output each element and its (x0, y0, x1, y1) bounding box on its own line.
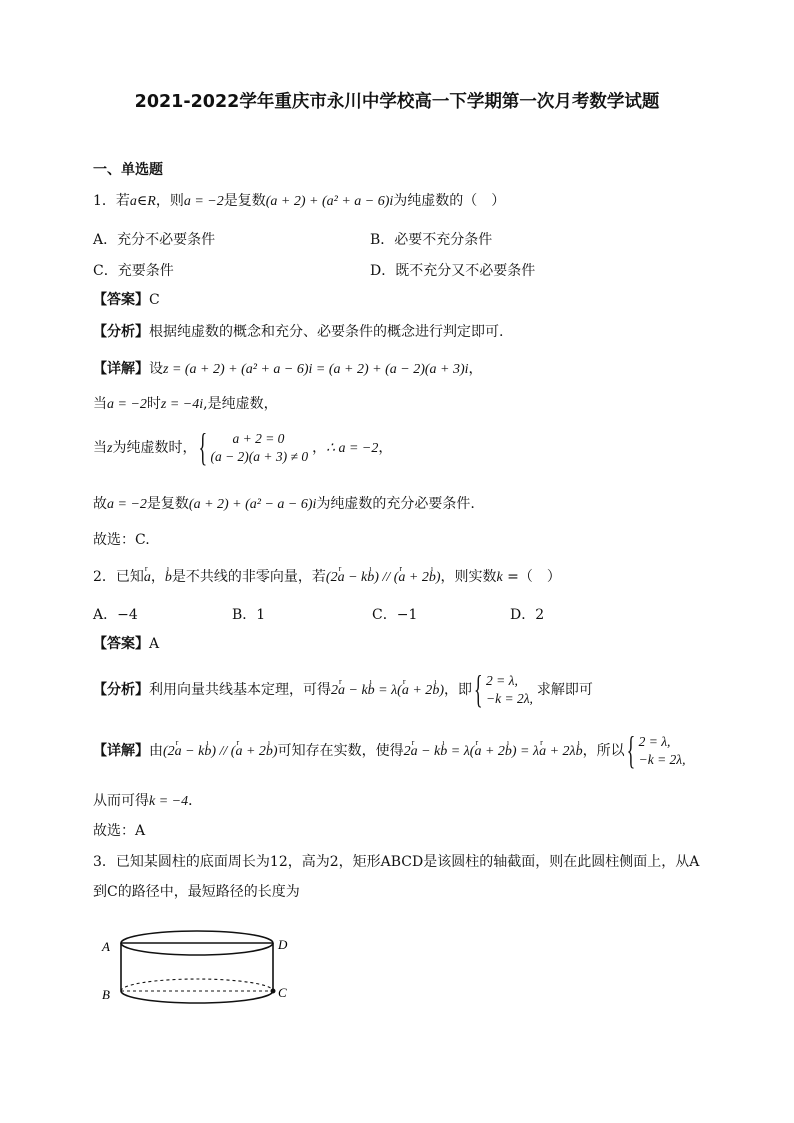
cylinder-bottom-back (121, 979, 273, 991)
detail-expr: z = (a + 2) + (a² + a − 6)i = (a + 2) + (a − 2)(a + 3)i (163, 362, 469, 377)
system-row: −k = 2λ, (485, 691, 533, 706)
q1-option-c: C．充要条件 (93, 263, 174, 279)
q2-stem-text: 是不共线的非零向量，若 (171, 569, 326, 585)
detail-expr: z (107, 441, 113, 456)
q1-analysis (93, 322, 503, 342)
q3-stem-line1: 3．已知某圆柱的底面周长为12，高为2，矩形ABCD是该圆柱的轴截面，则在此圆柱侧面上，从A (93, 854, 700, 870)
q1-equation-system (200, 430, 308, 466)
detail-expr: a = −2 (107, 397, 147, 412)
q2-stem-text: =（ ） (502, 569, 561, 585)
detail-text: ． (188, 793, 203, 809)
detail-text: 由 (149, 743, 163, 759)
detail-text: 为纯虚数时， (112, 440, 197, 456)
q2-k: k (496, 570, 503, 585)
q2-detail-line2 (93, 791, 202, 812)
q1-option-a: A．充分不必要条件 (93, 232, 216, 248)
q2-choose: 故选：A (93, 823, 146, 839)
answer-value: C (149, 292, 160, 308)
detail-expr: z = −4i (160, 397, 204, 412)
detail-text: ,是纯虚数， (203, 396, 278, 412)
system-row: { 2 = λ, (638, 734, 671, 749)
q3-stem-line2: 到C的路径中，最短路径的长度为 (93, 884, 300, 900)
detail-text: 时 (146, 396, 161, 412)
q1-complex-expr: (a + 2) + (a² + a − 6)i (265, 194, 394, 209)
detail-text: ， (378, 440, 393, 456)
q1-stem (93, 191, 505, 212)
label-a: A (102, 939, 110, 954)
q1-detail-line1 (93, 359, 483, 380)
q1-detail-line4 (93, 494, 475, 515)
q1-condition: a∈R (129, 194, 156, 209)
cylinder-figure (100, 925, 300, 1035)
detail-text: 设 (149, 361, 163, 377)
system-row: { a + 2 = 0 (232, 431, 285, 446)
q2-answer (93, 634, 159, 654)
q1-stem-text: ，则 (155, 193, 184, 209)
cylinder-bottom-front (121, 991, 273, 1003)
detail-text: 当 (93, 440, 107, 456)
system-row: { 2 = λ, (485, 673, 518, 688)
q2-stem-text: 2．已知 (93, 569, 144, 585)
q1-equation: a = −2 (183, 194, 224, 209)
q2-stem-text: ，则实数 (440, 569, 497, 585)
detail-text: 是复数 (146, 496, 189, 512)
detail-expr: (a + 2) + (a² − a − 6)i (188, 497, 317, 512)
system-row: −k = 2λ, (638, 752, 686, 767)
q2-option-c: C．−1 (372, 607, 418, 623)
detail-text: 当 (93, 396, 107, 412)
answer-tag: 【答案】 (93, 636, 149, 652)
detail-text: ，所以 (582, 743, 625, 759)
q2-option-b: B．1 (232, 607, 266, 623)
q2-analysis-system (476, 672, 533, 708)
q1-detail-line3 (93, 430, 392, 466)
q1-stem-text: 1．若 (93, 193, 130, 209)
answer-value: A (149, 636, 160, 652)
label-b: B (102, 987, 110, 1002)
q2-analysis (93, 672, 593, 708)
system-row: (a − 2)(a + 3) ≠ 0 (210, 449, 309, 464)
detail-expr: ∴ a = −2 (326, 441, 379, 456)
q2-parallel-expr: (2r a − kı b) // (r a + 2ı b) (326, 570, 441, 585)
label-d: D (278, 937, 288, 952)
detail-tag: 【详解】 (93, 743, 149, 759)
q2-stem-text: ， (150, 569, 165, 585)
analysis-tag: 【分析】 (93, 324, 149, 340)
q2-option-a: A．−4 (93, 607, 138, 623)
q1-answer (93, 290, 160, 310)
q2-detail-expr: 2r a − kı b = λ(r a + 2ı b) = λr a + 2λı b (404, 744, 583, 759)
detail-text: 从而可得 (93, 793, 149, 809)
q2-detail-system (629, 733, 686, 769)
vector-b: ı b (165, 568, 172, 588)
analysis-text: 利用向量共线基本定理，可得 (149, 682, 331, 698)
page-title: 2021-2022学年重庆市永川中学校高一下学期第一次月考数学试题 (134, 92, 660, 112)
detail-text: 为纯虚数的充分必要条件. (316, 496, 475, 512)
section-heading: 一、单选题 (93, 162, 163, 178)
q1-detail-line2 (93, 394, 278, 415)
q2-option-d: D．2 (510, 607, 545, 623)
detail-text: ， (312, 440, 327, 456)
answer-tag: 【答案】 (93, 292, 149, 308)
analysis-tag: 【分析】 (93, 682, 149, 698)
q1-option-d: D．既不充分又不必要条件 (370, 263, 536, 279)
detail-expr: k = −4 (149, 794, 189, 809)
q2-detail (93, 733, 690, 769)
label-c: C (278, 985, 287, 1000)
detail-text: 可知存在实数，使得 (277, 743, 404, 759)
detail-tag: 【详解】 (93, 361, 149, 377)
q1-stem-text: 为纯虚数的（ ） (393, 193, 506, 209)
q2-stem (93, 567, 561, 588)
q1-option-b: B．必要不充分条件 (370, 232, 493, 248)
analysis-text: 根据纯虚数的概念和充分、必要条件的概念进行判定即可. (149, 324, 504, 340)
q2-detail-expr: (2r a − kı b) // (r a + 2ı b) (163, 744, 278, 759)
analysis-text: 求解即可 (536, 682, 593, 698)
detail-text: ， (468, 361, 483, 377)
analysis-text: ，即 (443, 682, 472, 698)
q1-stem-text: 是复数 (223, 193, 266, 209)
q1-choose: 故选：C. (93, 532, 150, 548)
vector-a: r a (144, 568, 151, 588)
detail-text: 故 (93, 496, 107, 512)
point-c-dot (271, 989, 276, 994)
q2-analysis-expr: 2r a − kı b = λ(r a + 2ı b) (331, 683, 444, 698)
detail-expr: a = −2 (107, 497, 147, 512)
